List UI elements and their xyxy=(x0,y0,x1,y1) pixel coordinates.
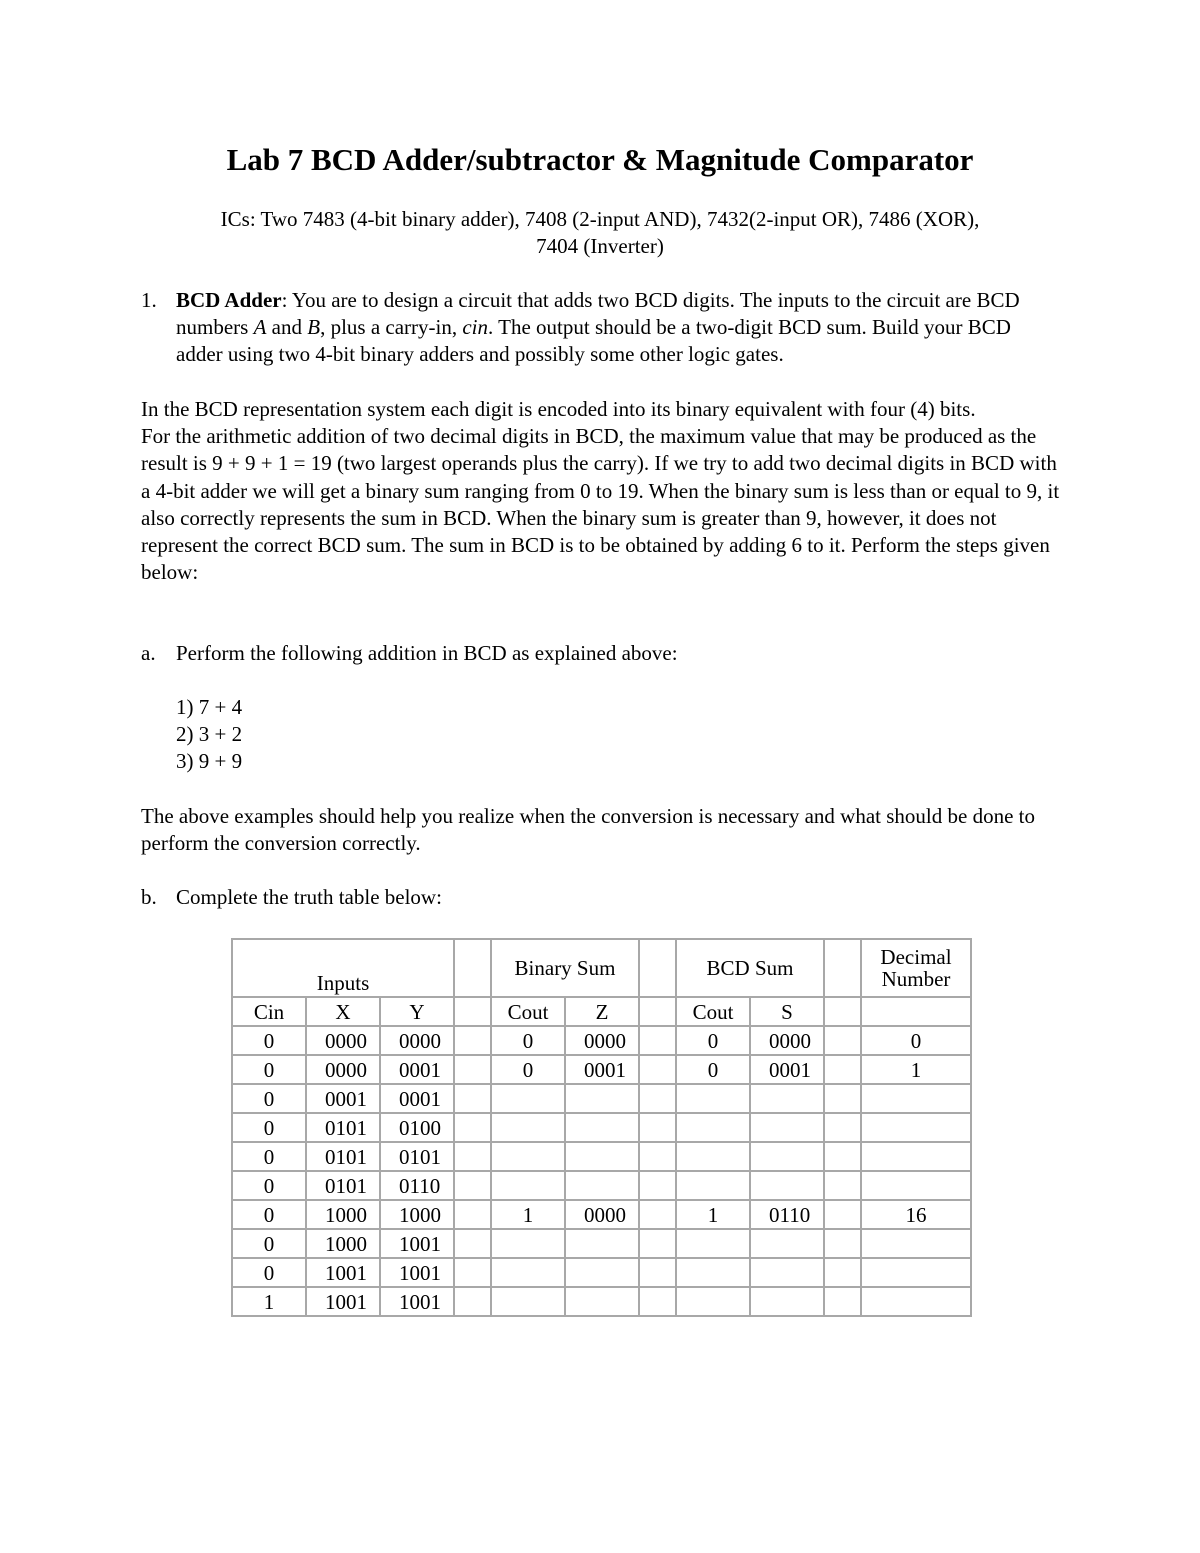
cell-s xyxy=(750,1287,824,1316)
spacer-cell xyxy=(454,1113,491,1142)
cell-s xyxy=(750,1229,824,1258)
spacer-cell xyxy=(639,1171,676,1200)
cell-decimal xyxy=(861,1258,971,1287)
cell-cout-bcd xyxy=(676,1287,750,1316)
spacer-cell xyxy=(639,997,676,1026)
cell-y: 1000 xyxy=(380,1200,454,1229)
cell-cin: 0 xyxy=(232,1258,306,1287)
cell-cout-binary: 0 xyxy=(491,1026,565,1055)
spacer-cell xyxy=(824,1287,861,1316)
spacer-cell xyxy=(639,1229,676,1258)
cell-z xyxy=(565,1287,639,1316)
var-cin: cin xyxy=(462,315,489,340)
cell-z xyxy=(565,1142,639,1171)
ics-line-2: 7404 (Inverter) xyxy=(536,234,664,258)
spacer-cell xyxy=(639,1287,676,1316)
cell-cout-bcd xyxy=(676,1113,750,1142)
cell-x: 0001 xyxy=(306,1084,380,1113)
table-row xyxy=(232,1229,971,1258)
bcd-explanation-line-2: For the arithmetic addition of two decimal digits in BCD, the maximum value that may be produced as the result is 9 + 9 + 1 = 19 (two largest operands plus the carry). If we try to add two decimal digits in BCD with a 4-bit adder we will get a binary sum ranging from 0 to 19. When the binary sum is less than or equal to 9, it also correctly represents the sum in BCD. When the binary sum is greater than 9, however, it does not represent the correct BCD sum. The sum in BCD is to be obtained by adding 6 to it. Perform the steps given below: xyxy=(141,424,1060,585)
spacer-cell xyxy=(824,1171,861,1200)
cell-cout-bcd xyxy=(676,1258,750,1287)
decimal-header-line-2: Number xyxy=(881,967,951,991)
cell-cout-binary xyxy=(491,1142,565,1171)
spacer-cell xyxy=(639,1055,676,1084)
cell-x: 0101 xyxy=(306,1171,380,1200)
cell-s xyxy=(750,1258,824,1287)
item-1-text-a: : You are to design a circuit that adds two BCD digits. The inputs to the circuit are BCD numbers xyxy=(176,288,1020,340)
spacer-cell xyxy=(639,1026,676,1055)
cell-x: 0101 xyxy=(306,1113,380,1142)
cell-cin: 0 xyxy=(232,1171,306,1200)
cell-y: 0001 xyxy=(380,1084,454,1113)
table-row xyxy=(232,1258,971,1287)
item-1-text-b: and xyxy=(266,315,308,340)
bcd-explanation-line-1: In the BCD representation system each digit is encoded into its binary equivalent with four (4) bits. xyxy=(141,397,976,421)
cell-y: 1001 xyxy=(380,1258,454,1287)
spacer-cell xyxy=(824,1113,861,1142)
cell-cin: 1 xyxy=(232,1287,306,1316)
cell-cin: 0 xyxy=(232,1142,306,1171)
col-header-z: Z xyxy=(565,997,639,1026)
cell-z xyxy=(565,1113,639,1142)
cell-z: 0001 xyxy=(565,1055,639,1084)
spacer-cell xyxy=(454,1171,491,1200)
cell-z xyxy=(565,1229,639,1258)
example-list xyxy=(176,694,476,776)
spacer-cell xyxy=(639,1142,676,1171)
cell-decimal xyxy=(861,1171,971,1200)
cell-cout-bcd: 0 xyxy=(676,1055,750,1084)
cell-cin: 0 xyxy=(232,1055,306,1084)
spacer-cell xyxy=(824,1026,861,1055)
cell-cout-binary: 0 xyxy=(491,1055,565,1084)
step-b-text: Complete the truth table below: xyxy=(176,885,442,909)
step-a-text: Perform the following addition in BCD as explained above: xyxy=(176,641,678,665)
table-row xyxy=(232,1055,971,1084)
page-title: Lab 7 BCD Adder/subtractor & Magnitude Comparator xyxy=(226,142,974,177)
cell-s: 0110 xyxy=(750,1200,824,1229)
spacer-cell xyxy=(639,1113,676,1142)
table-group-header-row xyxy=(232,939,971,997)
spacer-cell xyxy=(454,1055,491,1084)
spacer-cell xyxy=(639,1200,676,1229)
cell-cin: 0 xyxy=(232,1229,306,1258)
cell-y: 1001 xyxy=(380,1229,454,1258)
cell-s: 0001 xyxy=(750,1055,824,1084)
col-header-decimal xyxy=(861,997,971,1026)
cell-cout-bcd: 1 xyxy=(676,1200,750,1229)
cell-y: 0001 xyxy=(380,1055,454,1084)
spacer-cell xyxy=(454,1229,491,1258)
cell-cin: 0 xyxy=(232,1026,306,1055)
spacer-cell xyxy=(454,1026,491,1055)
cell-s xyxy=(750,1171,824,1200)
cell-cout-binary xyxy=(491,1258,565,1287)
cell-cin: 0 xyxy=(232,1113,306,1142)
spacer-cell xyxy=(824,1142,861,1171)
spacer-cell xyxy=(639,1084,676,1113)
col-header-y: Y xyxy=(380,997,454,1026)
cell-decimal: 16 xyxy=(861,1200,971,1229)
spacer-cell xyxy=(639,939,676,997)
cell-decimal xyxy=(861,1113,971,1142)
table-row xyxy=(232,1200,971,1229)
col-header-x: X xyxy=(306,997,380,1026)
spacer-cell xyxy=(454,997,491,1026)
cell-cin: 0 xyxy=(232,1084,306,1113)
spacer-cell xyxy=(454,1258,491,1287)
cell-cout-binary xyxy=(491,1084,565,1113)
cell-s xyxy=(750,1113,824,1142)
example-item: 2) 3 + 2 xyxy=(176,722,243,747)
cell-x: 1000 xyxy=(306,1229,380,1258)
table-row xyxy=(232,1171,971,1200)
ics-list xyxy=(150,206,1050,260)
spacer-cell xyxy=(824,1229,861,1258)
spacer-cell xyxy=(824,939,861,997)
spacer-cell xyxy=(639,1258,676,1287)
group-header-decimal-number xyxy=(861,939,971,997)
spacer-cell xyxy=(454,1142,491,1171)
table-row xyxy=(232,1287,971,1316)
table-row xyxy=(232,1026,971,1055)
cell-s xyxy=(750,1142,824,1171)
col-header-cout-bcd: Cout xyxy=(676,997,750,1026)
example-item: 3) 9 + 9 xyxy=(176,749,243,774)
bcd-explanation-paragraph xyxy=(141,396,1071,586)
spacer-cell xyxy=(824,997,861,1026)
cell-cout-bcd xyxy=(676,1142,750,1171)
cell-cout-binary xyxy=(491,1171,565,1200)
spacer-cell xyxy=(824,1055,861,1084)
col-header-cin: Cin xyxy=(232,997,306,1026)
step-b-label: b. xyxy=(141,885,157,909)
table-row xyxy=(232,1084,971,1113)
spacer-cell xyxy=(824,1084,861,1113)
item-1-body xyxy=(176,287,1056,369)
col-header-cout-binary: Cout xyxy=(491,997,565,1026)
cell-z xyxy=(565,1258,639,1287)
cell-y: 1001 xyxy=(380,1287,454,1316)
group-header-inputs: Inputs xyxy=(232,939,454,997)
table-row xyxy=(232,1113,971,1142)
ics-line-1: ICs: Two 7483 (4-bit binary adder), 7408 (2-input AND), 7432(2-input OR), 7486 (XOR), xyxy=(220,207,980,231)
cell-cout-bcd xyxy=(676,1084,750,1113)
spacer-cell xyxy=(824,1200,861,1229)
cell-cout-binary xyxy=(491,1229,565,1258)
cell-x: 0101 xyxy=(306,1142,380,1171)
cell-y: 0100 xyxy=(380,1113,454,1142)
cell-decimal: 1 xyxy=(861,1055,971,1084)
table-row xyxy=(232,1142,971,1171)
cell-cout-bcd xyxy=(676,1171,750,1200)
cell-cout-bcd xyxy=(676,1229,750,1258)
spacer-cell xyxy=(454,1287,491,1316)
cell-cout-bcd: 0 xyxy=(676,1026,750,1055)
var-a: A xyxy=(253,315,267,340)
item-1-text-d: . The output should be a two-digit BCD sum. Build your BCD adder using two 4-bit binary adders and possibly some other logic gates. xyxy=(176,315,1011,367)
cell-x: 0000 xyxy=(306,1055,380,1084)
spacer-cell xyxy=(454,1200,491,1229)
cell-x: 1000 xyxy=(306,1200,380,1229)
conversion-note-paragraph: The above examples should help you realize when the conversion is necessary and what should be done to perform the conversion correctly. xyxy=(141,804,1035,856)
cell-decimal: 0 xyxy=(861,1026,971,1055)
example-item: 1) 7 + 4 xyxy=(176,695,243,719)
var-b: B xyxy=(307,315,321,340)
cell-y: 0101 xyxy=(380,1142,454,1171)
cell-z: 0000 xyxy=(565,1200,639,1229)
cell-cout-binary: 1 xyxy=(491,1200,565,1229)
cell-s: 0000 xyxy=(750,1026,824,1055)
cell-decimal xyxy=(861,1084,971,1113)
step-a-label: a. xyxy=(141,641,156,665)
cell-decimal xyxy=(861,1229,971,1258)
cell-cout-binary xyxy=(491,1287,565,1316)
cell-s xyxy=(750,1084,824,1113)
decimal-header-line-1: Decimal xyxy=(880,945,952,969)
cell-decimal xyxy=(861,1287,971,1316)
cell-cin: 0 xyxy=(232,1200,306,1229)
col-header-s: S xyxy=(750,997,824,1026)
cell-y: 0110 xyxy=(380,1171,454,1200)
spacer-cell xyxy=(454,939,491,997)
item-1-number: 1. xyxy=(141,288,157,312)
group-header-binary-sum: Binary Sum xyxy=(491,939,639,997)
cell-z xyxy=(565,1084,639,1113)
cell-decimal xyxy=(861,1142,971,1171)
cell-y: 0000 xyxy=(380,1026,454,1055)
cell-z xyxy=(565,1171,639,1200)
truth-table xyxy=(231,938,972,1317)
item-1-text-c: , plus a carry-in, xyxy=(320,315,463,340)
cell-x: 1001 xyxy=(306,1287,380,1316)
spacer-cell xyxy=(824,1258,861,1287)
item-1-heading: BCD Adder xyxy=(176,288,282,312)
cell-cout-binary xyxy=(491,1113,565,1142)
cell-x: 0000 xyxy=(306,1026,380,1055)
table-column-header-row xyxy=(232,997,971,1026)
spacer-cell xyxy=(454,1084,491,1113)
group-header-bcd-sum: BCD Sum xyxy=(676,939,824,997)
cell-z: 0000 xyxy=(565,1026,639,1055)
cell-x: 1001 xyxy=(306,1258,380,1287)
